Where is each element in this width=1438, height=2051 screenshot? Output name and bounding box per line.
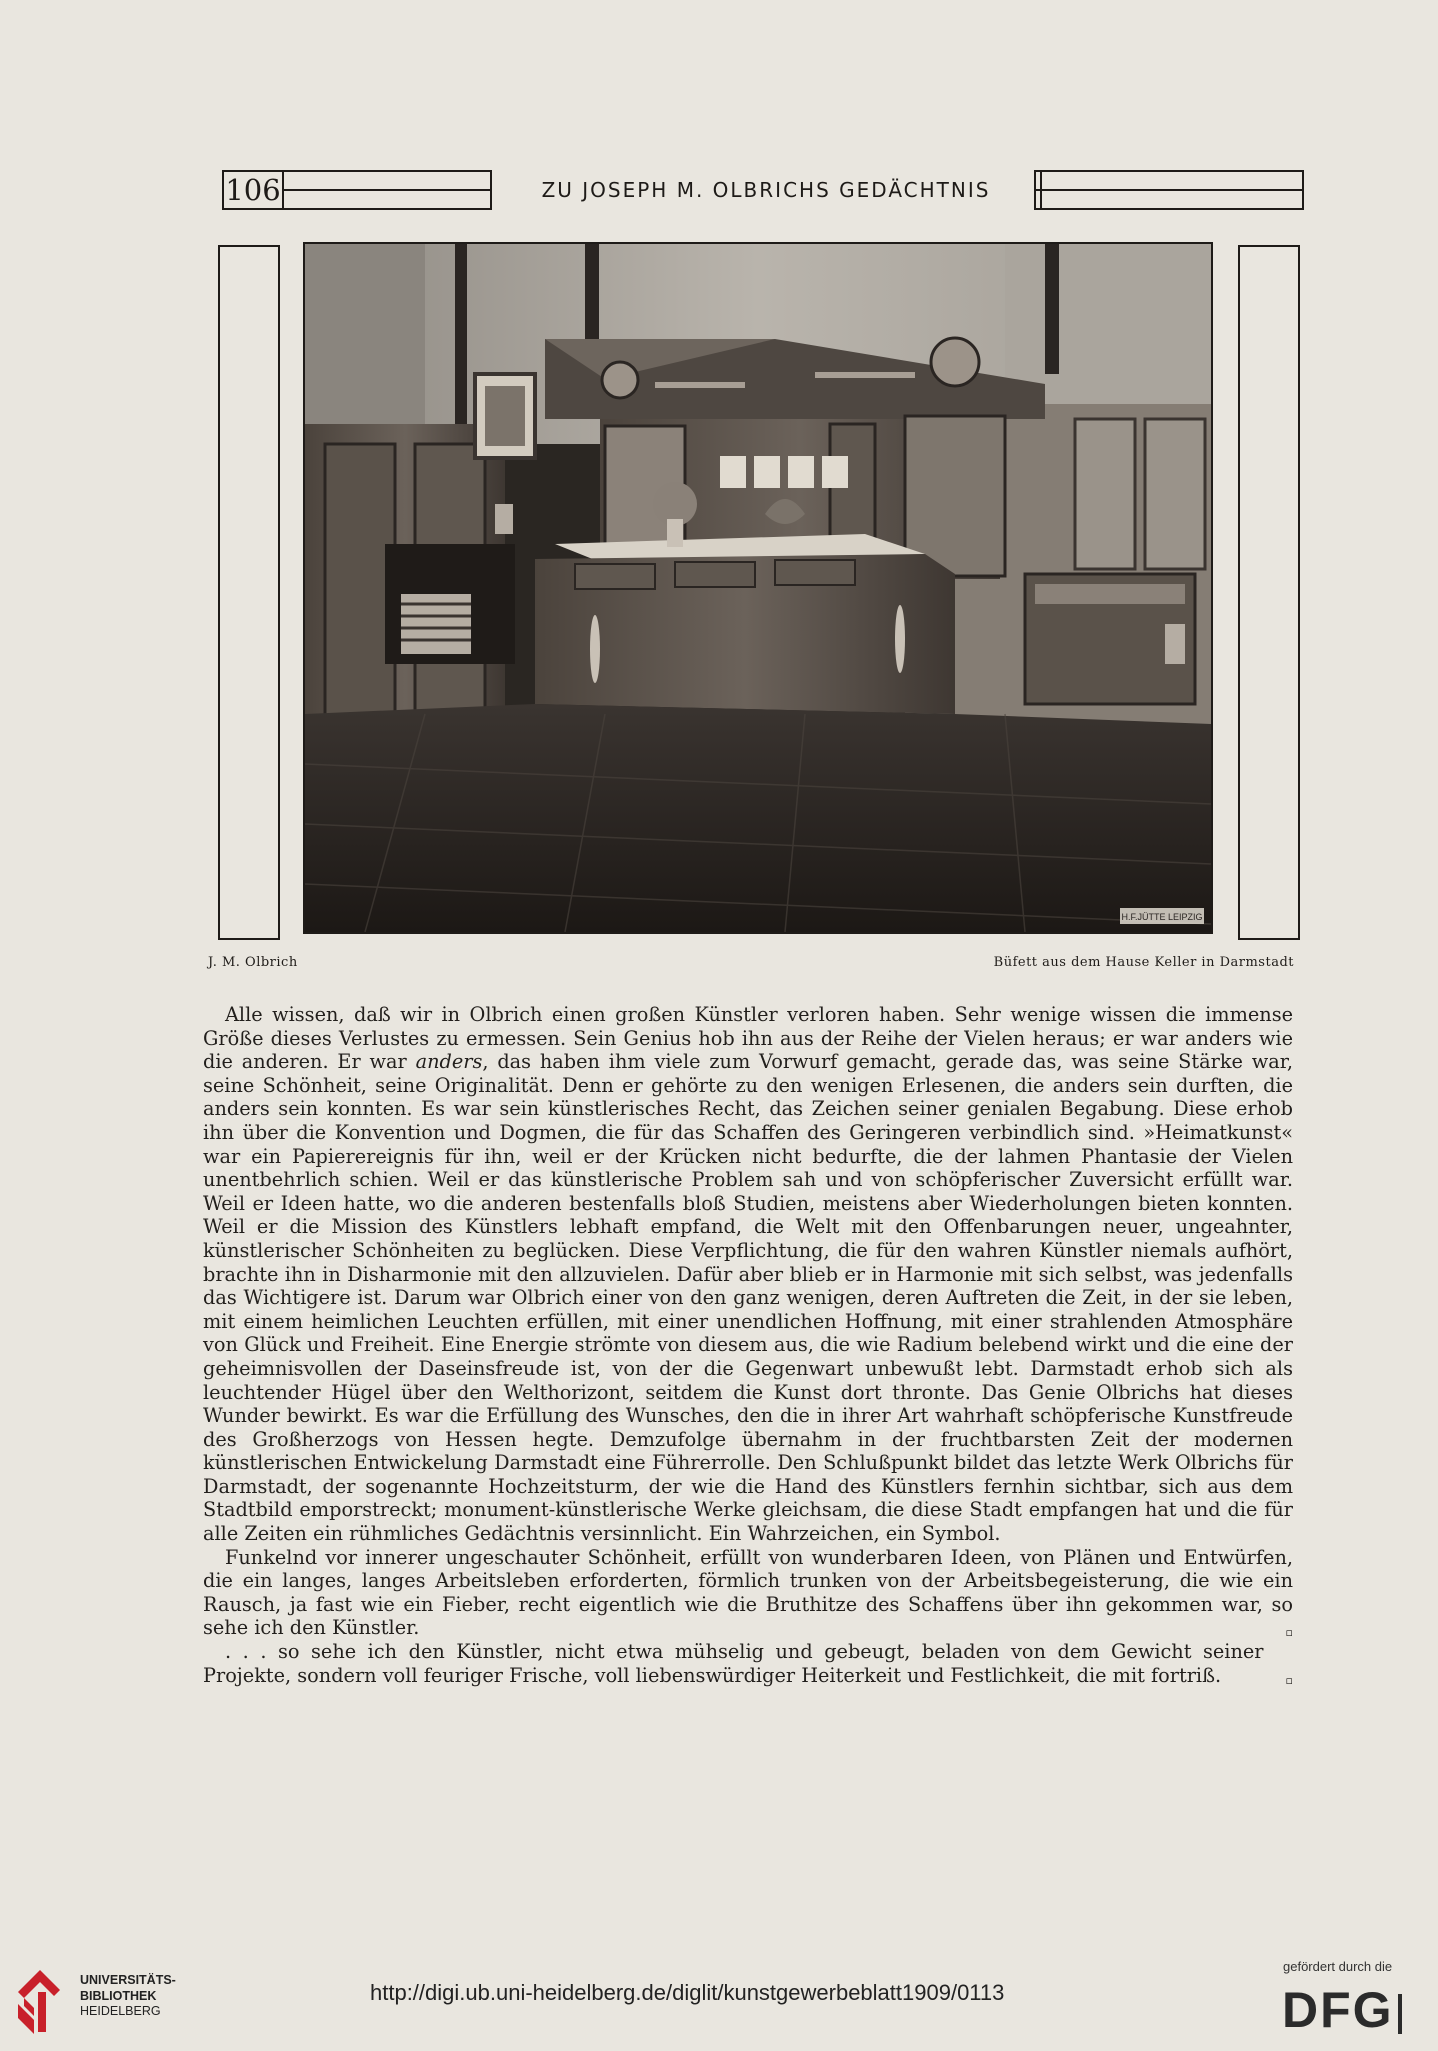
- university-library-name: [80, 1973, 176, 2020]
- running-title: ZU JOSEPH M. OLBRICHS GEDÄCHTNIS: [490, 170, 1042, 210]
- end-mark: ▫: [1285, 1626, 1293, 1640]
- header-rule: [1034, 189, 1304, 191]
- header-rule: [284, 208, 490, 210]
- article-body: [203, 1003, 1293, 1692]
- paragraph-3: [203, 1640, 1293, 1687]
- paragraph-1-part-b: , das haben ihm viele zum Vorwurf gemacht, gerade das, was seine Stärke war, seine Schönheit, seine Originalität. Denn er gehörte zu den wenigen Erlesenen, die anders sein durften, die anders sein konnten. Es war sein künstlerisches Recht, das Zeichen seiner genialen Begabung. Diese erhob ihn über die Konvention und Dogmen, die für das Schaffen des Geringeren verbindlich sind. »Heimatkunst« war ein Papierereignis für ihn, weil er der Krücken nicht bedurfte, die der lahmen Phantasie der Vielen unentbehrlich schien. Weil er das künstlerische Problem sah und von schöpferischer Zuversicht erfüllt war. Weil er Ideen hatte, wo die anderen bestenfalls bloß Studien, meistens aber Wiederholungen bieten konnten. Weil er die Mission des Künstlers lebhaft empfand, die Welt mit den Offenbarungen neuer, ungeahnter, künstlerischer Schönheiten zu beglücken. Diese Verpflichtung, die für den wahren Künstler niemals aufhört, brachte ihn in Disharmonie mit den allzuvielen. Dafür aber blieb er in Harmonie mit sich selbst, was jedenfalls das Wichtigere ist. Darum war Olbrich einer von den ganz wenigen, deren Auftreten die Zeit, in der sie leben, mit einem heimlichen Leuchten erfüllen, mit einer unendlichen Hoffnung, mit einer strahlenden Atmosphäre von Glück und Freiheit. Eine Energie strömte von diesem aus, die wie Radium belebend wirkt und die eine der geheimnisvollen der Daseinsfreude ist, von der die Gegenwart unbewußt lebt. Darmstadt erhob sich als leuchtender Hügel über den Welthorizont, seitdem die Kunst dort thronte. Das Genie Olbrichs hat dieses Wunder bewirkt. Es war die Erfüllung des Wunsches, den die in ihrer Art wahrhaft schöpferische Kunstfreude des Großherzogs von Hessen hegte. Demzufolge übernahm in der fruchtbarsten Zeit der modernen künstlerischen Entwickelung Darmstadt eine Führerrolle. Den Schlußpunkt bildet das letzte Werk Olbrichs für Darmstadt, der sogenannte Hochzeitsturm, der wie die Hand des Künstlers fernhin sichtbar, sich aus dem Stadtbild emporstreckt; monument-künstlerische Werke gleichsam, die diese Stadt empfangen hat und die für alle Zeiten ein rühmliches Gedächtnis versinnlicht. Ein Wahrzeichen, ein Symbol.: [203, 1050, 1293, 1546]
- paragraph-2: [203, 1546, 1293, 1640]
- library-line-3: HEIDELBERG: [80, 2004, 161, 2018]
- photo-illustration: [305, 244, 1211, 932]
- paragraph-2-text: Funkelnd vor innerer ungeschauter Schönheit, erfüllt von wunderbaren Ideen, von Plänen und Entwürfen, die ein langes, langes Arbeitsleben erforderten, förmlich trunken von der Arbeitsbegeisterung, die wie ein Rausch, ja fast wie ein Fieber, recht eigentlich wie die Bruthitze des Schaffens über ihn gekommen war, so sehe ich den Künstler.: [203, 1545, 1293, 1640]
- caption-description: Büfett aus dem Hause Keller in Darmstadt: [993, 955, 1294, 970]
- sideboard-photograph: [303, 242, 1213, 934]
- paragraph-1-part-a: Alle wissen, daß wir in Olbrich einen großen Künstler verloren haben. Sehr wenige wissen die immense Größe dieses Verlustes zu ermessen. Sein Genius hob ihn aus der Reihe der Vielen heraus; er war anders wie die anderen. Er war: [203, 1003, 1293, 1074]
- caption-artist: J. M. Olbrich: [208, 955, 298, 970]
- running-header: [222, 170, 1304, 210]
- library-line-2: BIBLIOTHEK: [80, 1988, 157, 2003]
- dfg-logo-bar: [1398, 1994, 1402, 2034]
- side-frame-right: [1238, 245, 1300, 940]
- end-mark: ▫: [1285, 1673, 1293, 1687]
- page-number: 106: [222, 170, 284, 210]
- library-line-1: UNIVERSITÄTS-: [80, 1973, 176, 1987]
- digital-library-link[interactable]: http://digi.ub.uni-heidelberg.de/diglit/kunstgewerbeblatt1909/0113: [370, 1980, 1005, 2005]
- side-frame-left: [218, 245, 280, 940]
- dfg-logo-text: DFG: [1282, 1982, 1394, 2038]
- paragraph-3-text: . . . so sehe ich den Künstler, nicht etwa mühselig und gebeugt, beladen von dem Gewicht seiner Projekte, sondern voll feuriger Frische, voll liebenswürdiger Heiterkeit und Festlichkeit, die mit fortriß.: [203, 1640, 1264, 1687]
- university-library-logo-icon: [14, 1962, 64, 2036]
- header-rule: [284, 189, 490, 191]
- paragraph-1: [203, 1003, 1293, 1546]
- dfg-logo: [1282, 1982, 1402, 2038]
- photo-stamp: H.F.JÜTTE LEIPZIG: [1121, 912, 1203, 922]
- header-rule: [284, 170, 490, 172]
- funding-label: gefördert durch die: [1283, 1959, 1393, 1974]
- emphasis-anders: anders: [415, 1050, 483, 1074]
